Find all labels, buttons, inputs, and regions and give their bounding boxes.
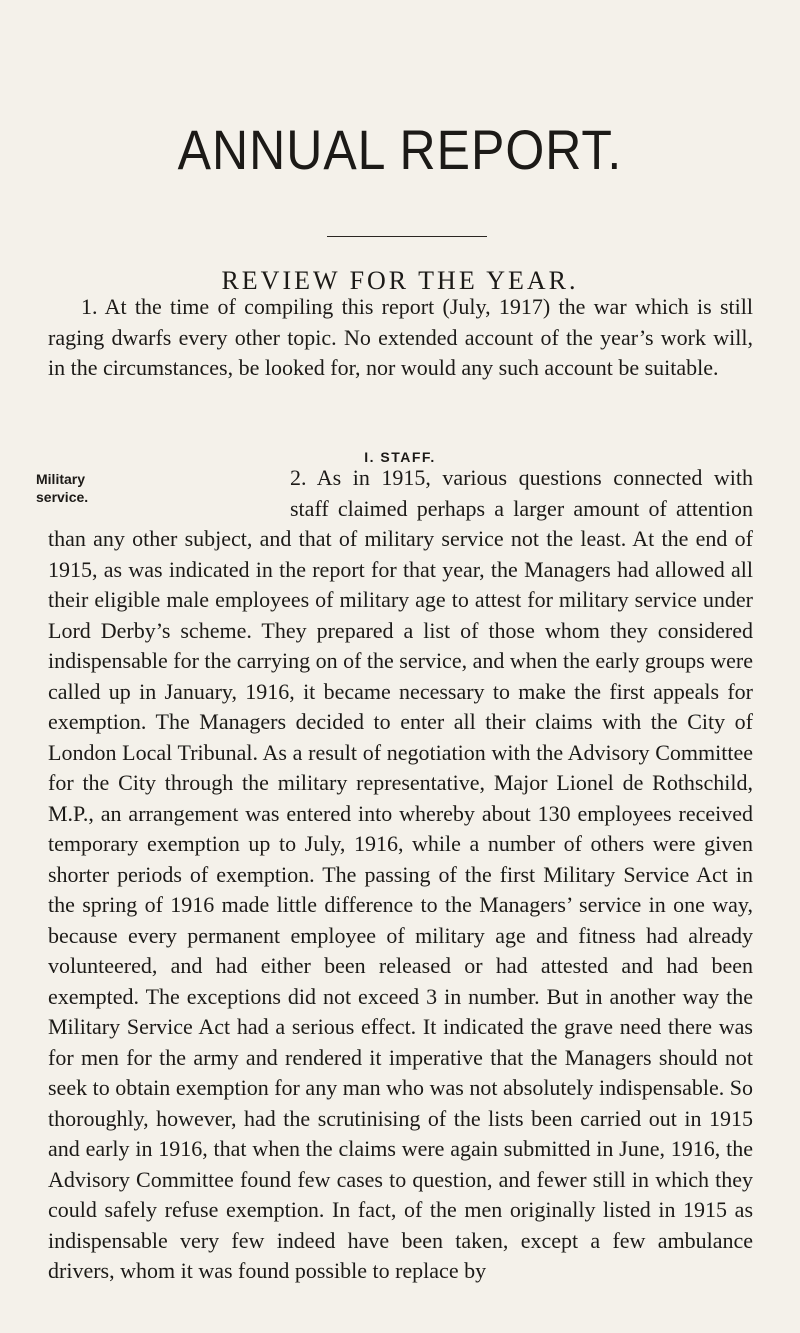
section-heading-staff: I. STAFF. bbox=[364, 449, 436, 465]
paragraph-1 bbox=[48, 292, 753, 384]
margin-note-text: Military service. bbox=[36, 471, 89, 505]
review-heading: REVIEW FOR THE YEAR. bbox=[221, 266, 579, 295]
paragraph-2 bbox=[48, 463, 753, 1287]
paragraph-1-text: 1. At the time of compiling this report (July, 1917) the war which is still raging dwarfs every other topic. No extended account of the year’s work will, in the circumstances, be looked for, nor would any such account be suitable. bbox=[48, 294, 753, 380]
page-title: ANNUAL REPORT. bbox=[177, 118, 623, 181]
title-divider bbox=[327, 236, 487, 237]
paragraph-2-text: 2. As in 1915, various questions connected with staff claimed perhaps a larger amount of attention than any other subject, and that of military service not the least. At the end of 1915, as was indicated in the report for that year, the Managers had allowed all their eligible male employees of military age to attest for military service under Lord Derby’s scheme. They prepared a list of those whom they considered indispensable for the carrying on of the service, and when the early groups were called up in January, 1916, it became necessary to make the first appeals for exemption. The Managers decided to enter all their claims with the City of London Local Tribunal. As a result of negotiation with the Advisory Committee for the City through the military representative, Major Lionel de Rothschild, M.P., an arrangement was entered into whereby about 130 employees received temporary exemption up to July, 1916, while a number of others were given shorter periods of exemption. The passing of the first Military Service Act in the spring of 1916 made little difference to the Managers’ service in one way, because every permanent employee of military age and fitness had already volunteered, and had either been released or had attested and had been exempted. The exceptions did not exceed 3 in number. But in another way the Military Service Act had a serious effect. It indicated the grave need there was for men for the army and rendered it imperative that the Managers should not seek to obtain exemption for any man who was not absolutely indispensable. So thoroughly, however, had the scrutinising of the lists been carried out in 1915 and early in 1916, that when the claims were again submitted in June, 1916, the Advisory Committee found few cases to question, and fewer still in which they could safely refuse exemption. In fact, of the men originally listed in 1915 as indispensable very few indeed have been taken, except a few ambulance drivers, whom it was found possible to replace by bbox=[48, 465, 753, 1283]
margin-note-space bbox=[48, 463, 290, 519]
